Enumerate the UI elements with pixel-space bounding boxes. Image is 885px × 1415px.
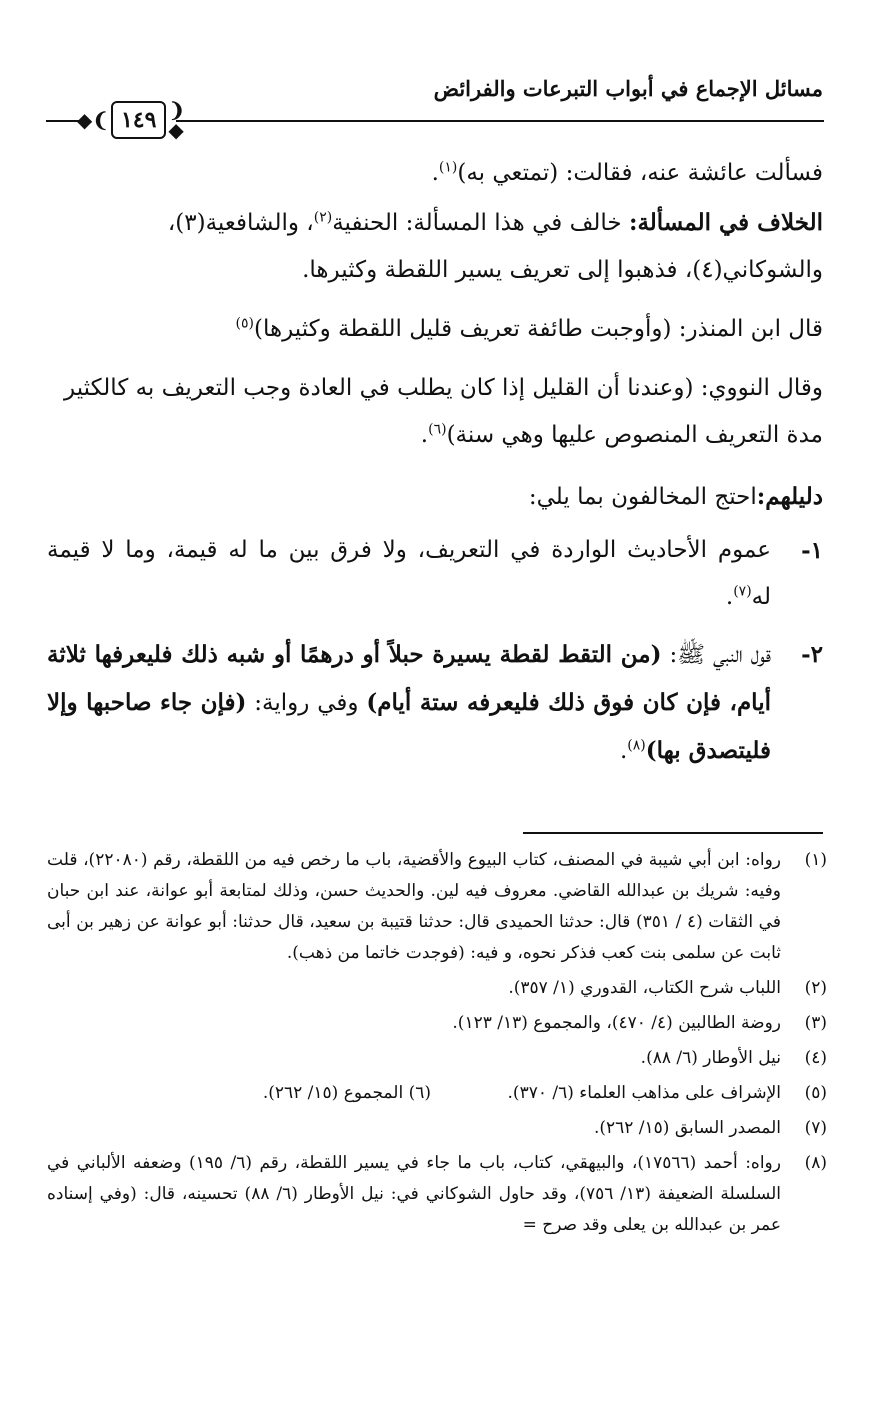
footnote (47, 973, 827, 1004)
paragraph (47, 150, 823, 197)
footnote-number: (٥) (804, 1083, 827, 1103)
footnote-text: اللباب شرح الكتاب، القدوري (١/ ٣٥٧). (508, 978, 781, 998)
paragraph-text: قال ابن المنذر: (وأوجبت طائفة تعريف قليل اللقطة وكثيرها) (253, 316, 823, 342)
section-heading: دليلهم: (756, 483, 823, 510)
hadith-quote: (فإن جاء صاحبها وإلا فليتصدق بها) (47, 689, 771, 764)
paragraph-tail: ، والشافعية(٣)، والشوكاني(٤)، فذهبوا إلى تعريف يسير اللقطة وكثيرها. (167, 210, 823, 283)
footnote-text: رواه: ابن أبي شيبة في المصنف، كتاب البيوع والأقضية، باب ما رخص فيه من اللقطة، رقم (٢٢٠٨٠)، قلت وفيه: شريك بن عبدالله القاضي. معروف فيه لين. والحديث حسن، وذلك لمتابعة أبو عوانة، عند ابن حبان في الثقات (٤ / ٣٥١) قال: حدثنا الحميدى قال: حدثنا قتيبة بن سعيد، قال حدثنا: أبو عوانة عن زهير بن أبى ثابت عن سلمى بنت كعب فذكر نحوه، و فيه: (فوجدت خاتما من ذهب). (47, 850, 781, 963)
footnote-number: (١) (804, 850, 827, 870)
page-number: ١٤٩ (111, 101, 166, 139)
footnote-text: المصدر السابق (١٥/ ٢٦٢). (593, 1118, 781, 1138)
footnote-number: (٨) (804, 1153, 827, 1173)
left-ornament: ◆❨ (76, 108, 109, 132)
paragraph-evidence (47, 473, 823, 521)
paragraph-ibn-mundhir (47, 306, 823, 353)
footnote-number: (٤) (804, 1048, 827, 1068)
paragraph-tail: . (431, 160, 439, 186)
item-text: عموم الأحاديث الواردة في التعريف، ولا فرق بين ما له قيمة، وما لا قيمة له (47, 537, 771, 610)
list-number: ٢- (801, 641, 823, 668)
footnote-text: المجموع (١٥/ ٢٦٢). (262, 1083, 404, 1103)
footnote-text: رواه: أحمد (١٧٥٦٦)، والبيهقي، كتاب، باب ما جاء في يسير اللقطة، رقم (٦/ ١٩٥) وضعفه الألباني في السلسلة الضعيفة (١٣/ ٧٥٦)، وقد حاول الشوكاني في: نيل الأوطار (٦/ ٨٨) تحسينه، قال: (وفي إسناده عمر بن عبدالله بن يعلى وقد صرح = (47, 1153, 782, 1235)
paragraph-text: خالف في هذا المسألة: الحنفية (332, 210, 629, 236)
list-item (47, 527, 823, 621)
paragraph-dispute (47, 199, 823, 294)
main-text (47, 150, 823, 785)
paragraph-text: فسألت عائشة عنه، فقالت: (تمتعي به) (457, 160, 823, 186)
paragraph-text: وقال النووي: (وعندنا أن القليل إذا كان يطلب في العادة وجب التعريف به كالكثير مدة التعريف المنصوص عليها وهي سنة) (64, 375, 823, 448)
footnote (47, 1113, 827, 1144)
hadith-quote: (من التقط لقطة يسيرة حبلاً أو درهمًا أو شبه ذلك فليعرفها ثلاثة أيام، فإن كان فوق ذلك فليعرفه ستة أيام) (47, 641, 771, 716)
paragraph-nawawi (47, 365, 823, 459)
page-number-badge (76, 98, 186, 142)
footnote-ref: (٢) (313, 209, 333, 226)
footnote-ref: (٧) (733, 583, 752, 600)
footnote-second (47, 1078, 431, 1109)
footnote-text: روضة الطالبين (٤/ ٤٧٠)، والمجموع (١٣/ ١٢٣). (452, 1013, 781, 1033)
footnote (47, 1148, 827, 1241)
footnote-rule (523, 832, 823, 834)
item-tail: . (725, 584, 734, 610)
item-text: قول النبي ﷺ: (661, 642, 772, 668)
paragraph-text: احتج المخالفون بما يلي: (528, 484, 757, 510)
footnote-number: (٧) (804, 1118, 827, 1138)
footnote (47, 845, 827, 969)
list-number: ١- (801, 537, 823, 564)
item-text: وفي رواية: (246, 690, 367, 716)
item-tail: . (619, 738, 628, 764)
footnote-pair (47, 1078, 827, 1109)
footnote-number: (٢) (804, 978, 827, 998)
footnote-ref: (١) (438, 159, 458, 176)
footnote-ref: (٦) (428, 421, 447, 438)
footnote-text: الإشراف على مذاهب العلماء (٦/ ٣٧٠). (507, 1083, 781, 1103)
footnotes (47, 845, 827, 1245)
footnote-text: نيل الأوطار (٦/ ٨٨). (640, 1048, 781, 1068)
list-item-text (47, 631, 771, 775)
paragraph-tail: . (420, 422, 429, 448)
footnote-pair-body (47, 1078, 781, 1109)
footnote-number: (٣) (804, 1013, 827, 1033)
right-ornament: ❩◆ (168, 98, 186, 142)
footnote-ref: (٨) (627, 737, 646, 754)
running-header-title: مسائل الإجماع في أبواب التبرعات والفرائض (433, 76, 823, 101)
footnote-number: (٦) (408, 1083, 431, 1103)
footnote-ref: (٥) (235, 315, 254, 332)
section-heading: الخلاف في المسألة: (628, 209, 823, 236)
list-item-text (47, 527, 771, 621)
footnote (47, 1008, 827, 1039)
list-item (47, 631, 823, 775)
footnote (47, 1043, 827, 1074)
